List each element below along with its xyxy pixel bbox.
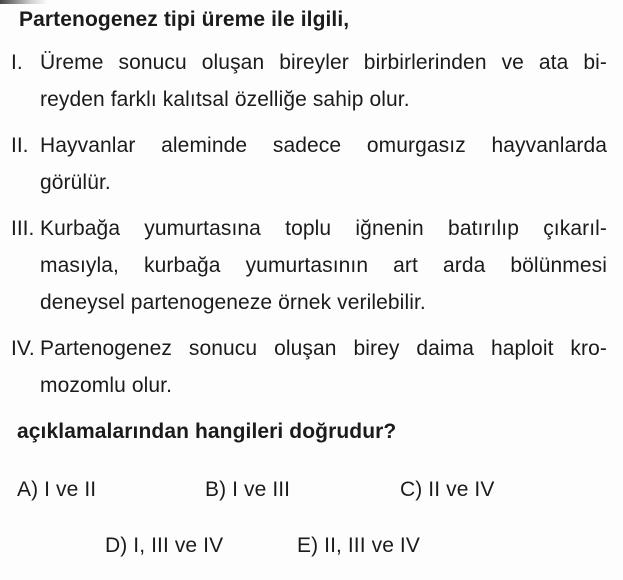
- answer-options-row-2: [0, 532, 623, 560]
- roman-numeral-list: [0, 44, 623, 404]
- item-line: masıyla, kurbağa yumurtasının art arda bölünmesi: [40, 254, 607, 277]
- item-text: [40, 44, 607, 118]
- roman-list-item: [11, 330, 623, 404]
- roman-list-item: [11, 210, 623, 321]
- item-line: Partenogenez sonucu oluşan birey daima haploit kro-: [40, 337, 607, 360]
- item-line: Hayvanlar aleminde sadece omurgasız hayvanlarda: [40, 134, 607, 157]
- answer-option-c[interactable]: C) II ve IV: [400, 478, 495, 501]
- answer-option-b[interactable]: B) I ve III: [205, 478, 291, 501]
- item-numeral: I.: [11, 51, 23, 74]
- item-line: reyden farklı kalıtsal özelliğe sahip olur.: [40, 88, 410, 111]
- item-numeral: II.: [11, 134, 29, 157]
- item-line: görülür.: [40, 171, 111, 194]
- answer-option-d[interactable]: D) I, III ve IV: [105, 534, 224, 557]
- answer-options-row-1: [0, 476, 623, 504]
- item-line: Üreme sonucu oluşan bireyler birbirlerinden ve ata bi-: [40, 51, 607, 74]
- scan-artifact: [0, 0, 48, 4]
- roman-list-item: [11, 44, 623, 118]
- item-text: [40, 210, 607, 321]
- question-stem: Partenogenez tipi üreme ile ilgili,: [19, 8, 350, 31]
- item-text: [40, 330, 607, 404]
- item-numeral: IV.: [11, 337, 35, 360]
- item-line: deneysel partenogeneze örnek verilebilir.: [40, 291, 426, 314]
- item-text: [40, 127, 607, 201]
- roman-list-item: [11, 127, 623, 201]
- item-numeral: III.: [11, 217, 35, 240]
- answer-option-a[interactable]: A) I ve II: [17, 478, 97, 501]
- item-line: Kurbağa yumurtasına toplu iğnenin batırılıp çıkarıl-: [40, 217, 607, 240]
- answer-option-e[interactable]: E) II, III ve IV: [297, 534, 420, 557]
- item-line: mozomlu olur.: [40, 374, 173, 397]
- question-prompt: açıklamalarından hangileri doğrudur?: [17, 420, 397, 443]
